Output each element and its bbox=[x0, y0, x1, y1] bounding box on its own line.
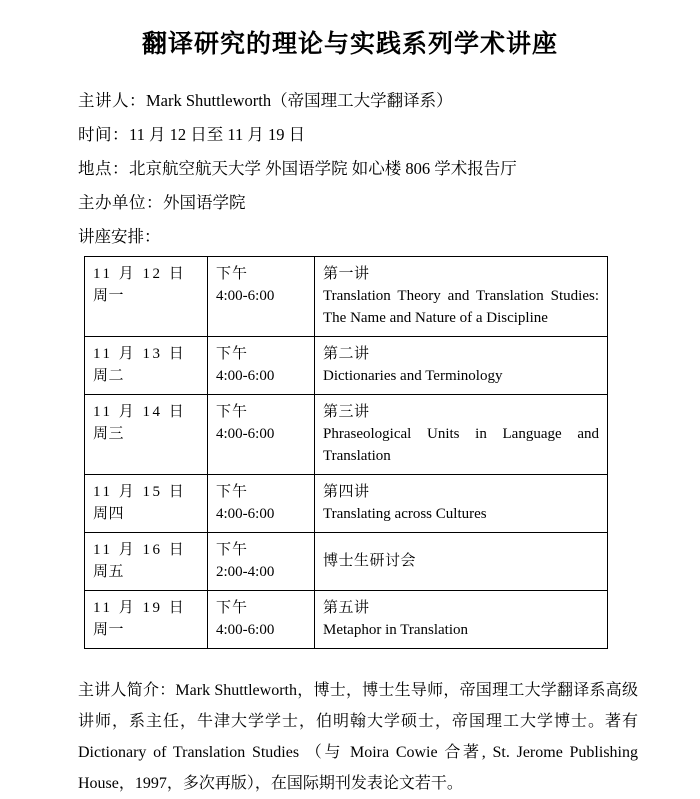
meta-value-organizer: 外国语学院 bbox=[163, 193, 246, 212]
date-text: 11 月 14 日 bbox=[93, 404, 187, 420]
table-row bbox=[85, 591, 608, 649]
table-row bbox=[85, 395, 608, 475]
cell-topic bbox=[315, 337, 608, 395]
hours-text: 4:00-6:00 bbox=[216, 426, 275, 442]
meta-line-organizer bbox=[78, 188, 664, 218]
table-row bbox=[85, 337, 608, 395]
cell-date bbox=[85, 475, 208, 533]
cell-time bbox=[208, 533, 315, 591]
topic-english: Metaphor in Translation bbox=[323, 622, 468, 638]
cell-time bbox=[208, 475, 315, 533]
cell-time bbox=[208, 591, 315, 649]
cell-topic bbox=[315, 257, 608, 337]
meta-value-speaker: Mark Shuttleworth（帝国理工大学翻译系） bbox=[146, 91, 453, 110]
cell-date bbox=[85, 257, 208, 337]
hours-text: 4:00-6:00 bbox=[216, 288, 275, 304]
topic-title: 第三讲 bbox=[323, 404, 370, 420]
topic-title: 第一讲 bbox=[323, 266, 370, 282]
period-text: 下午 bbox=[216, 346, 249, 362]
weekday-text: 周一 bbox=[93, 288, 125, 304]
table-row bbox=[85, 475, 608, 533]
hours-text: 2:00-4:00 bbox=[216, 564, 275, 580]
cell-time bbox=[208, 337, 315, 395]
topic-english: Dictionaries and Terminology bbox=[323, 368, 503, 384]
cell-date bbox=[85, 591, 208, 649]
period-text: 下午 bbox=[216, 266, 249, 282]
cell-date bbox=[85, 533, 208, 591]
cell-date bbox=[85, 395, 208, 475]
cell-topic bbox=[315, 591, 608, 649]
schedule-table bbox=[84, 256, 608, 649]
topic-english: Phraseological Units in Language and Translation bbox=[323, 426, 599, 464]
meta-label-speaker: 主讲人： bbox=[78, 91, 146, 110]
period-text: 下午 bbox=[216, 542, 249, 558]
period-text: 下午 bbox=[216, 600, 249, 616]
meta-label-organizer: 主办单位： bbox=[78, 193, 163, 212]
date-text: 11 月 19 日 bbox=[93, 600, 187, 616]
topic-english: Translation Theory and Translation Studies: The Name and Nature of a Discipline bbox=[323, 288, 599, 326]
topic-title: 第四讲 bbox=[323, 484, 370, 500]
date-text: 11 月 12 日 bbox=[93, 266, 187, 282]
topic-title: 第五讲 bbox=[323, 600, 370, 616]
speaker-bio: 主讲人简介：Mark Shuttleworth，博士，博士生导师，帝国理工大学翻译系高级讲师，系主任，牛津大学学士，伯明翰大学硕士，帝国理工大学博士。著有 Dictionary of Translation Studies （与 Moira Cowie 合著, St. Jerome Publishing House，1997，多次再版），在国际期刊发表论文若干。 bbox=[78, 682, 638, 792]
cell-date bbox=[85, 337, 208, 395]
period-text: 下午 bbox=[216, 404, 249, 420]
hours-text: 4:00-6:00 bbox=[216, 506, 275, 522]
cell-topic bbox=[315, 533, 608, 591]
topic-english: Translating across Cultures bbox=[323, 506, 487, 522]
cell-topic bbox=[315, 395, 608, 475]
weekday-text: 周三 bbox=[93, 426, 125, 442]
meta-value-time: 11 月 12 日至 11 月 19 日 bbox=[129, 125, 306, 144]
meta-line-location bbox=[78, 154, 664, 184]
topic-title: 博士生研讨会 bbox=[323, 553, 417, 569]
weekday-text: 周五 bbox=[93, 564, 125, 580]
period-text: 下午 bbox=[216, 484, 249, 500]
meta-line-time bbox=[78, 120, 664, 150]
weekday-text: 周四 bbox=[93, 506, 125, 522]
meta-label-location: 地点： bbox=[78, 159, 129, 178]
hours-text: 4:00-6:00 bbox=[216, 368, 275, 384]
cell-time bbox=[208, 257, 315, 337]
meta-label-time: 时间： bbox=[78, 125, 129, 144]
schedule-label: 讲座安排： bbox=[78, 227, 161, 246]
weekday-text: 周一 bbox=[93, 622, 125, 638]
date-text: 11 月 13 日 bbox=[93, 346, 187, 362]
page-title: 翻译研究的理论与实践系列学术讲座 bbox=[141, 31, 558, 58]
meta-block bbox=[36, 86, 664, 218]
meta-value-location: 北京航空航天大学 外国语学院 如心楼 806 学术报告厅 bbox=[129, 159, 517, 178]
topic-title: 第二讲 bbox=[323, 346, 370, 362]
weekday-text: 周二 bbox=[93, 368, 125, 384]
date-text: 11 月 16 日 bbox=[93, 542, 187, 558]
cell-time bbox=[208, 395, 315, 475]
cell-topic bbox=[315, 475, 608, 533]
hours-text: 4:00-6:00 bbox=[216, 622, 275, 638]
table-row bbox=[85, 533, 608, 591]
date-text: 11 月 15 日 bbox=[93, 484, 187, 500]
meta-line-speaker bbox=[78, 86, 664, 116]
table-row bbox=[85, 257, 608, 337]
